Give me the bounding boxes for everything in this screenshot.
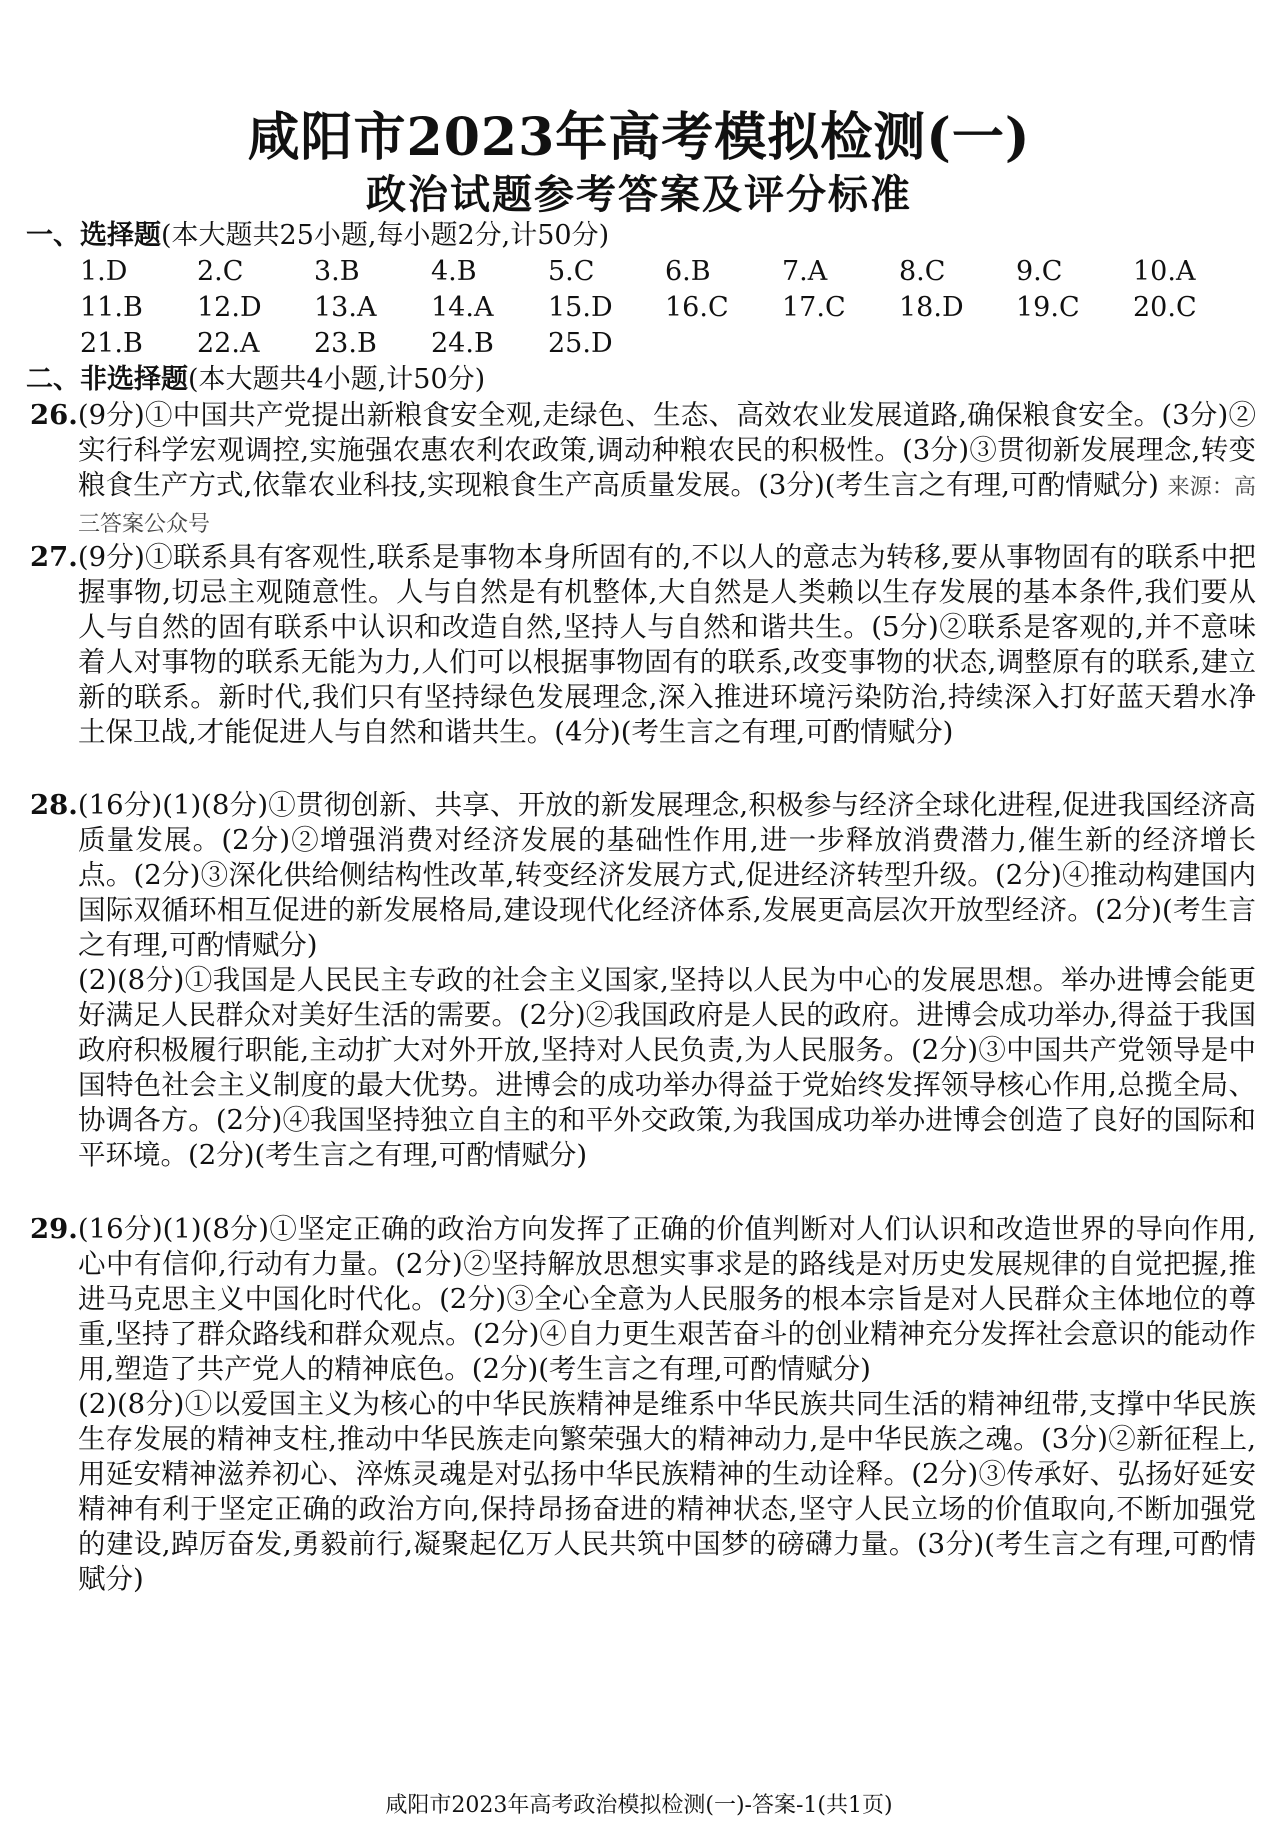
question-number: 27. xyxy=(30,541,78,573)
answer-text: (9分)①联系具有客观性,联系是事物本身所固有的,不以人的意志为转移,要从事物固有的联系中把握事物,切忌主观随意性。人与自然是有机整体,大自然是人类赖以生存发展的基本条件,我们要从人与自然的固有联系中认识和改造自然,坚持人与自然和谐共生。(5分)②联系是客观的,并不意味着人对事物的联系无能为力,人们可以根据事物固有的联系,改变事物的状态,调整原有的联系,建立新的联系。新时代,我们只有坚持绿色发展理念,深入推进环境污染防治,持续深入打好蓝天碧水净土保卫战,才能促进人与自然和谐共生。(4分)(考生言之有理,可酌情赋分) xyxy=(77,541,1256,748)
choice-row xyxy=(80,326,1250,362)
question-29-part-1 xyxy=(30,1212,1256,1387)
page-footer: 咸阳市2023年高考政治模拟检测(一)-答案-1(共1页) xyxy=(385,1793,893,1818)
choice-row xyxy=(80,254,1250,290)
question-27 xyxy=(30,540,1256,750)
choice-answer: 17.C xyxy=(782,292,846,323)
question-number: 26. xyxy=(30,399,78,431)
choice-answer: 13.A xyxy=(314,292,377,323)
choice-answer: 16.C xyxy=(665,292,729,323)
question-number: 28. xyxy=(30,789,78,821)
choice-answer: 18.D xyxy=(899,292,964,323)
choice-answer: 24.B xyxy=(431,328,494,359)
choice-answer: 9.C xyxy=(1016,256,1063,287)
choice-answer: 3.B xyxy=(314,256,360,287)
section-2-note: (本大题共4小题,计50分) xyxy=(188,364,486,395)
choice-answer: 19.C xyxy=(1016,292,1080,323)
section-1-note: (本大题共25小题,每小题2分,计50分) xyxy=(161,220,610,251)
section-1-title: 一、选择题 xyxy=(26,220,161,251)
choice-answer: 22.A xyxy=(197,328,260,359)
section-1-heading xyxy=(26,218,609,253)
choice-answer: 21.B xyxy=(80,328,143,359)
source-note: 来源：高三答案公众号 xyxy=(78,475,1256,537)
answer-text: (16分)(1)(8分)①贯彻创新、共享、开放的新发展理念,积极参与经济全球化进程,促进我国经济高质量发展。(2分)②增强消费对经济发展的基础性作用,进一步释放消费潜力,催生新的经济增长点。(2分)③深化供给侧结构性改革,转变经济发展方式,促进经济转型升级。(2分)④推动构建国内国际双循环相互促进的新发展格局,建设现代化经济体系,发展更高层次开放型经济。(2分)(考生言之有理,可酌情赋分) xyxy=(77,789,1256,961)
question-26 xyxy=(30,398,1256,542)
question-29-part-2: (2)(8分)①以爱国主义为核心的中华民族精神是维系中华民族共同生活的精神纽带,支撑中华民族生存发展的精神支柱,推动中华民族走向繁荣强大的精神动力,是中华民族之魂。(3分)②新征程上,用延安精神滋养初心、淬炼灵魂是对弘扬中华民族精神的生动诠释。(2分)③传承好、弘扬好延安精神有利于坚定正确的政治方向,保持昂扬奋进的精神状态,坚守人民立场的价值取向,不断加强党的建设,踔厉奋发,勇毅前行,凝聚起亿万人民共筑中国梦的磅礴力量。(3分)(考生言之有理,可酌情赋分) xyxy=(78,1388,1256,1595)
question-27-answer xyxy=(30,540,1256,750)
choice-answer: 8.C xyxy=(899,256,946,287)
choice-answer: 11.B xyxy=(80,292,143,323)
question-29 xyxy=(30,1212,1256,1597)
answer-text: (9分)①中国共产党提出新粮食安全观,走绿色、生态、高效农业发展道路,确保粮食安全。(3分)②实行科学宏观调控,实施强农惠农利农政策,调动种粮农民的积极性。(3分)③贯彻新发展理念,转变粮食生产方式,依靠农业科技,实现粮食生产高质量发展。(3分)(考生言之有理,可酌情赋分) xyxy=(77,399,1256,501)
choice-answer: 5.C xyxy=(548,256,595,287)
choice-answer: 10.A xyxy=(1133,256,1196,287)
choice-answer: 7.A xyxy=(782,256,828,287)
choice-answer: 1.D xyxy=(80,256,128,287)
page-title: 咸阳市2023年高考模拟检测(一) xyxy=(247,107,1031,168)
choice-answer: 15.D xyxy=(548,292,613,323)
choice-answers xyxy=(80,254,1250,362)
question-28 xyxy=(30,788,1256,1173)
question-28-part-1 xyxy=(30,788,1256,963)
question-28-part-2: (2)(8分)①我国是人民民主专政的社会主义国家,坚持以人民为中心的发展思想。举办进博会能更好满足人民群众对美好生活的需要。(2分)②我国政府是人民的政府。进博会成功举办,得益于我国政府积极履行职能,主动扩大对外开放,坚持对人民负责,为人民服务。(2分)③中国共产党领导是中国特色社会主义制度的最大优势。进博会的成功举办得益于党始终发挥领导核心作用,总揽全局、协调各方。(2分)④我国坚持独立自主的和平外交政策,为我国成功举办进博会创造了良好的国际和平环境。(2分)(考生言之有理,可酌情赋分) xyxy=(78,964,1256,1171)
question-26-answer xyxy=(30,398,1256,542)
choice-answer: 20.C xyxy=(1133,292,1197,323)
choice-answer: 23.B xyxy=(314,328,377,359)
choice-answer: 2.C xyxy=(197,256,244,287)
section-2-heading xyxy=(26,362,485,397)
page-subtitle: 政治试题参考答案及评分标准 xyxy=(366,171,912,218)
choice-answer: 12.D xyxy=(197,292,262,323)
choice-answer: 6.B xyxy=(665,256,711,287)
answer-text: (16分)(1)(8分)①坚定正确的政治方向发挥了正确的价值判断对人们认识和改造世界的导向作用,心中有信仰,行动有力量。(2分)②坚持解放思想实事求是的路线是对历史发展规律的自觉把握,推进马克思主义中国化时代化。(2分)③全心全意为人民服务的根本宗旨是对人民群众主体地位的尊重,坚持了群众路线和群众观点。(2分)④自力更生艰苦奋斗的创业精神充分发挥社会意识的能动作用,塑造了共产党人的精神底色。(2分)(考生言之有理,可酌情赋分) xyxy=(77,1213,1256,1385)
choice-answer: 14.A xyxy=(431,292,494,323)
section-2-title: 二、非选择题 xyxy=(26,364,188,395)
question-number: 29. xyxy=(30,1213,78,1245)
choice-row xyxy=(80,290,1250,326)
choice-answer: 25.D xyxy=(548,328,613,359)
choice-answer: 4.B xyxy=(431,256,477,287)
